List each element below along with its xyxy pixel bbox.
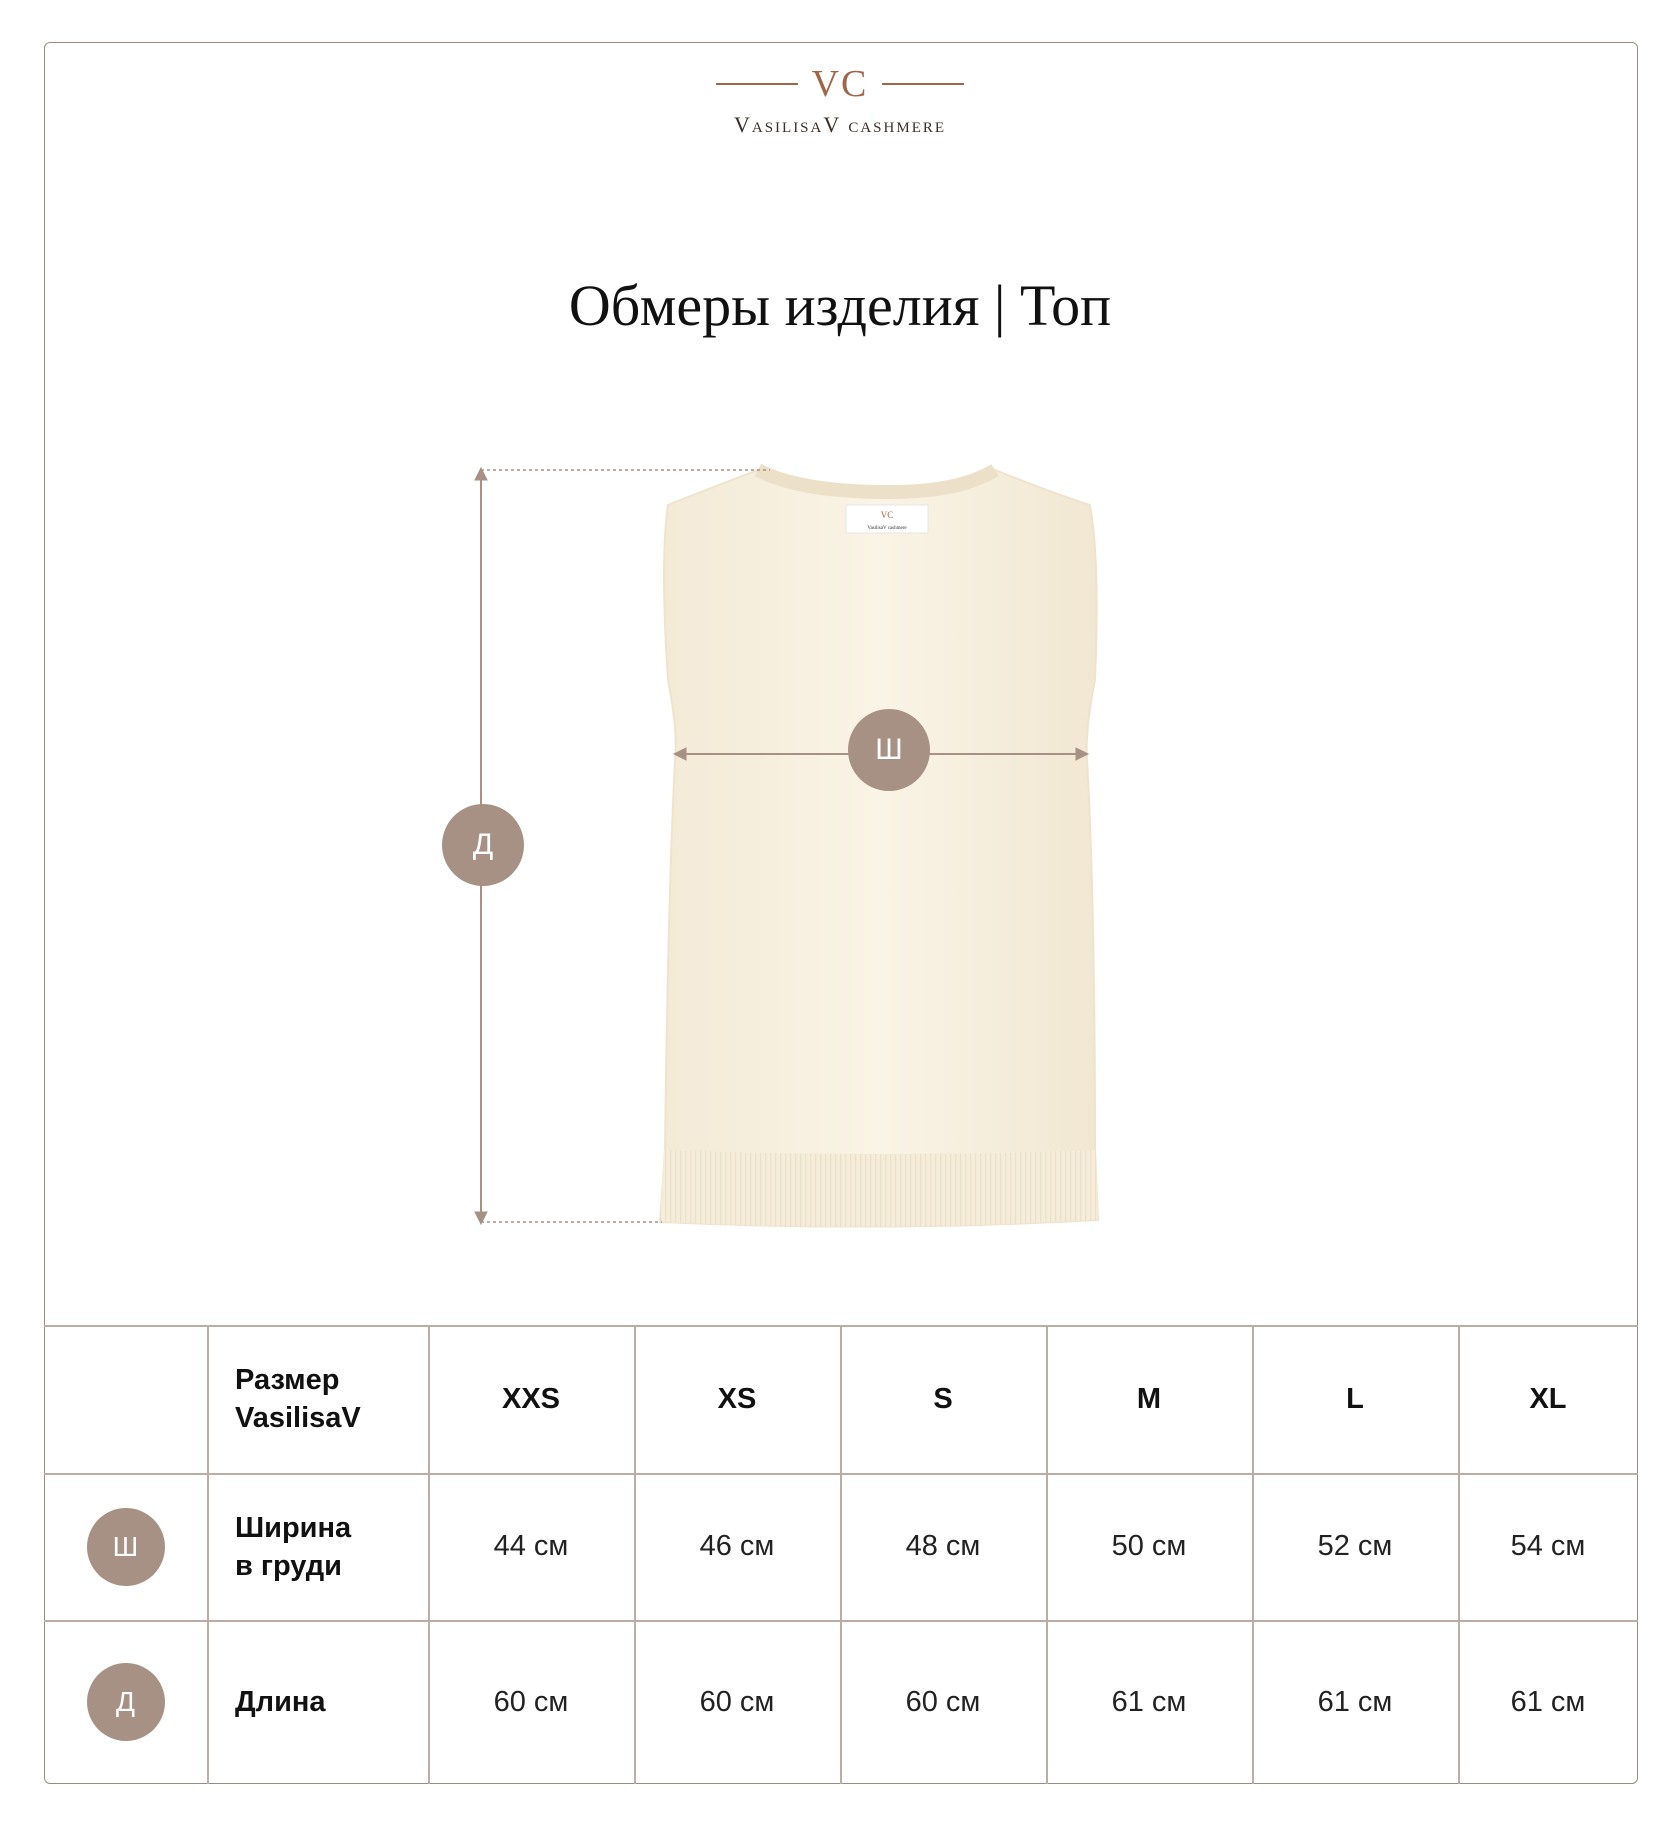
- row-marker-cell: [44, 1620, 207, 1784]
- table-cell: 46 см: [699, 1530, 775, 1562]
- table-row: [44, 1473, 1638, 1620]
- table-cell: 60 см: [493, 1685, 569, 1718]
- table-cell: 61 см: [1510, 1685, 1586, 1718]
- size-header-label: Размер VasilisaV: [235, 1364, 361, 1434]
- row-marker-cell: [44, 1473, 207, 1620]
- width-marker-badge: Ш: [848, 709, 930, 791]
- size-s-header: S: [933, 1382, 953, 1415]
- garment-label-monogram: VC: [880, 510, 894, 520]
- table-cell: 48 см: [905, 1530, 981, 1562]
- size-m-header: M: [1136, 1382, 1162, 1415]
- table-header-row: [44, 1325, 1638, 1473]
- table-cell: 52 см: [1317, 1530, 1393, 1562]
- size-l-header: L: [1346, 1382, 1364, 1415]
- table-cell: 61 см: [1111, 1685, 1187, 1718]
- size-xl-header: XL: [1529, 1382, 1567, 1415]
- table-cell: 60 см: [905, 1685, 981, 1718]
- chest-width-label: Ширина в груди: [235, 1511, 352, 1582]
- garment-label-name: VasilisaV cashmere: [867, 526, 907, 531]
- tank-top-image: [660, 470, 1098, 1227]
- size-xxs-header: XXS: [501, 1382, 561, 1415]
- length-label: Длина: [235, 1686, 326, 1718]
- table-cell: 44 см: [493, 1530, 569, 1562]
- logo-monogram: VC: [811, 63, 869, 105]
- width-row-marker: Ш: [87, 1508, 165, 1586]
- logo-brand-name: VasilisaV cashmere: [733, 112, 947, 137]
- length-marker-badge: Д: [442, 804, 524, 886]
- table-cell: 61 см: [1317, 1685, 1393, 1718]
- table-cell: 50 см: [1111, 1530, 1187, 1562]
- page-title: Обмеры изделия | Топ: [568, 273, 1112, 338]
- size-xs-header: XS: [717, 1382, 757, 1415]
- table-cell: 54 см: [1510, 1530, 1586, 1562]
- length-row-marker: Д: [87, 1663, 165, 1741]
- table-row: [44, 1620, 1638, 1784]
- table-cell: 60 см: [699, 1685, 775, 1718]
